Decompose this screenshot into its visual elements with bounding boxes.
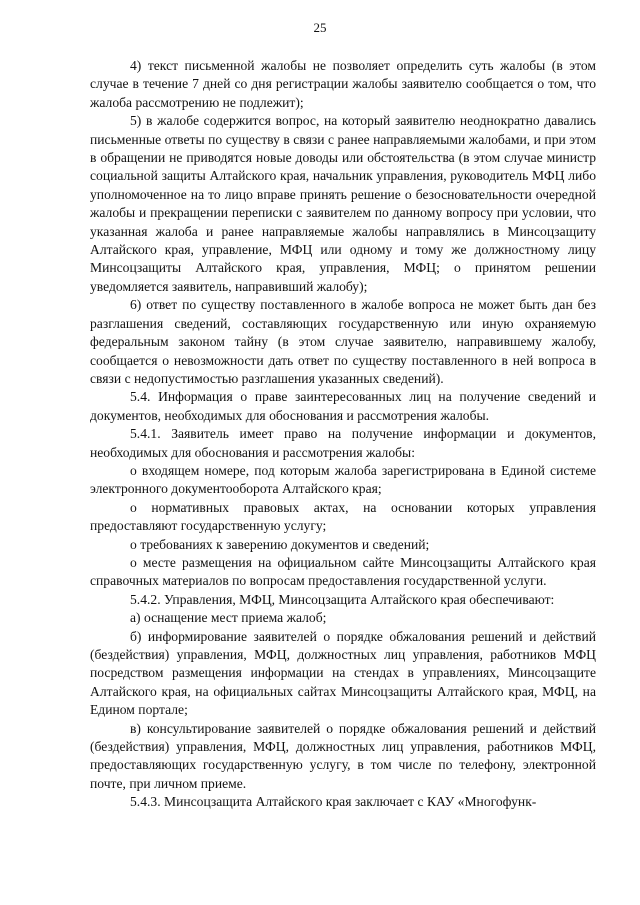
paragraph-5-4-1: 5.4.1. Заявитель имеет право на получение информации и документов, необходимых для обоснования и рассмотрения жалобы: (90, 426, 596, 460)
paragraph-website-materials: о месте размещения на официальном сайте Минсоцзащиты Алтайского края справочных материалов по вопросам предоставления государственной услуги. (90, 554, 596, 589)
paragraph-item-v: в) консультирование заявителей о порядке обжалования решений и действий (бездействия) управления, МФЦ, должностных лиц управления, работников МФЦ, предоставляющих государственную услугу, в том числе по телефону, электронной почте, при личном приеме. (90, 720, 596, 791)
page-number: 25 (313, 20, 327, 35)
paragraph-certification: о требованиях к заверению документов и сведений; (130, 536, 430, 552)
paragraph-item-a: а) оснащение мест приема жалоб; (130, 610, 327, 626)
paragraph-item-5: 5) в жалобе содержится вопрос, на который заявителю неоднократно давались письменные ответы по существу в связи с ранее направляемыми жалобами, и при этом в обращении не приводятся новые доводы или обстоятельства (в этом случае министр социальной защиты Алтайского края, начальник управления, руководитель МФЦ либо уполномоченное на то лицо вправе принять решение о безосновательности очередной жалобы и прекращении переписки с заявителем по данному вопросу при условии, что указанная жалоба и ранее направляемые жалобы направлялись в Минсоцзащиту Алтайского края, управление, МФЦ или одному и тому же должностному лицу Минсоцзащиты Алтайского края, управления, МФЦ; о принятом решении уведомляется заявитель, направивший жалобу); (90, 113, 596, 294)
document-body (90, 57, 596, 812)
paragraph-5-4-2: 5.4.2. Управления, МФЦ, Минсоцзащита Алтайского края обеспечивают: (130, 591, 555, 607)
paragraph-legal-acts: о нормативных правовых актах, на основании которых управления предоставляют государственную услугу; (90, 499, 596, 534)
paragraph-5-4: 5.4. Информация о праве заинтересованных лиц на получение сведений и документов, необходимых для обоснования и рассмотрения жалобы. (90, 389, 596, 423)
paragraph-5-4-3: 5.4.3. Минсоцзащита Алтайского края заключает с КАУ «Многофунк- (130, 794, 537, 810)
paragraph-item-6: 6) ответ по существу поставленного в жалобе вопроса не может быть дан без разглашения сведений, составляющих государственную или иную охраняемую федеральным законом тайну (в этом случае заявителю, направившему жалобу, сообщается о невозможности дать ответ по существу поставленного в ней вопроса в связи с недопустимостью разглашения указанных сведений). (90, 297, 596, 386)
paragraph-incoming-number: о входящем номере, под которым жалоба зарегистрирована в Единой системе электронного документооборота Алтайского края; (90, 462, 596, 497)
paragraph-item-b: б) информирование заявителей о порядке обжалования решений и действий (бездействия) управления, МФЦ, должностных лиц управления, работников МФЦ посредством размещения информации на стендах в управлениях, Минсоцзащите Алтайского края, на официальных сайтах Минсоцзащиты Алтайского края, МФЦ, на Едином портале; (90, 628, 596, 718)
paragraph-item-4: 4) текст письменной жалобы не позволяет определить суть жалобы (в этом случае в течение 7 дней со дня регистрации жалобы заявителю сообщается о том, что жалоба рассмотрению не подлежит); (90, 58, 596, 110)
